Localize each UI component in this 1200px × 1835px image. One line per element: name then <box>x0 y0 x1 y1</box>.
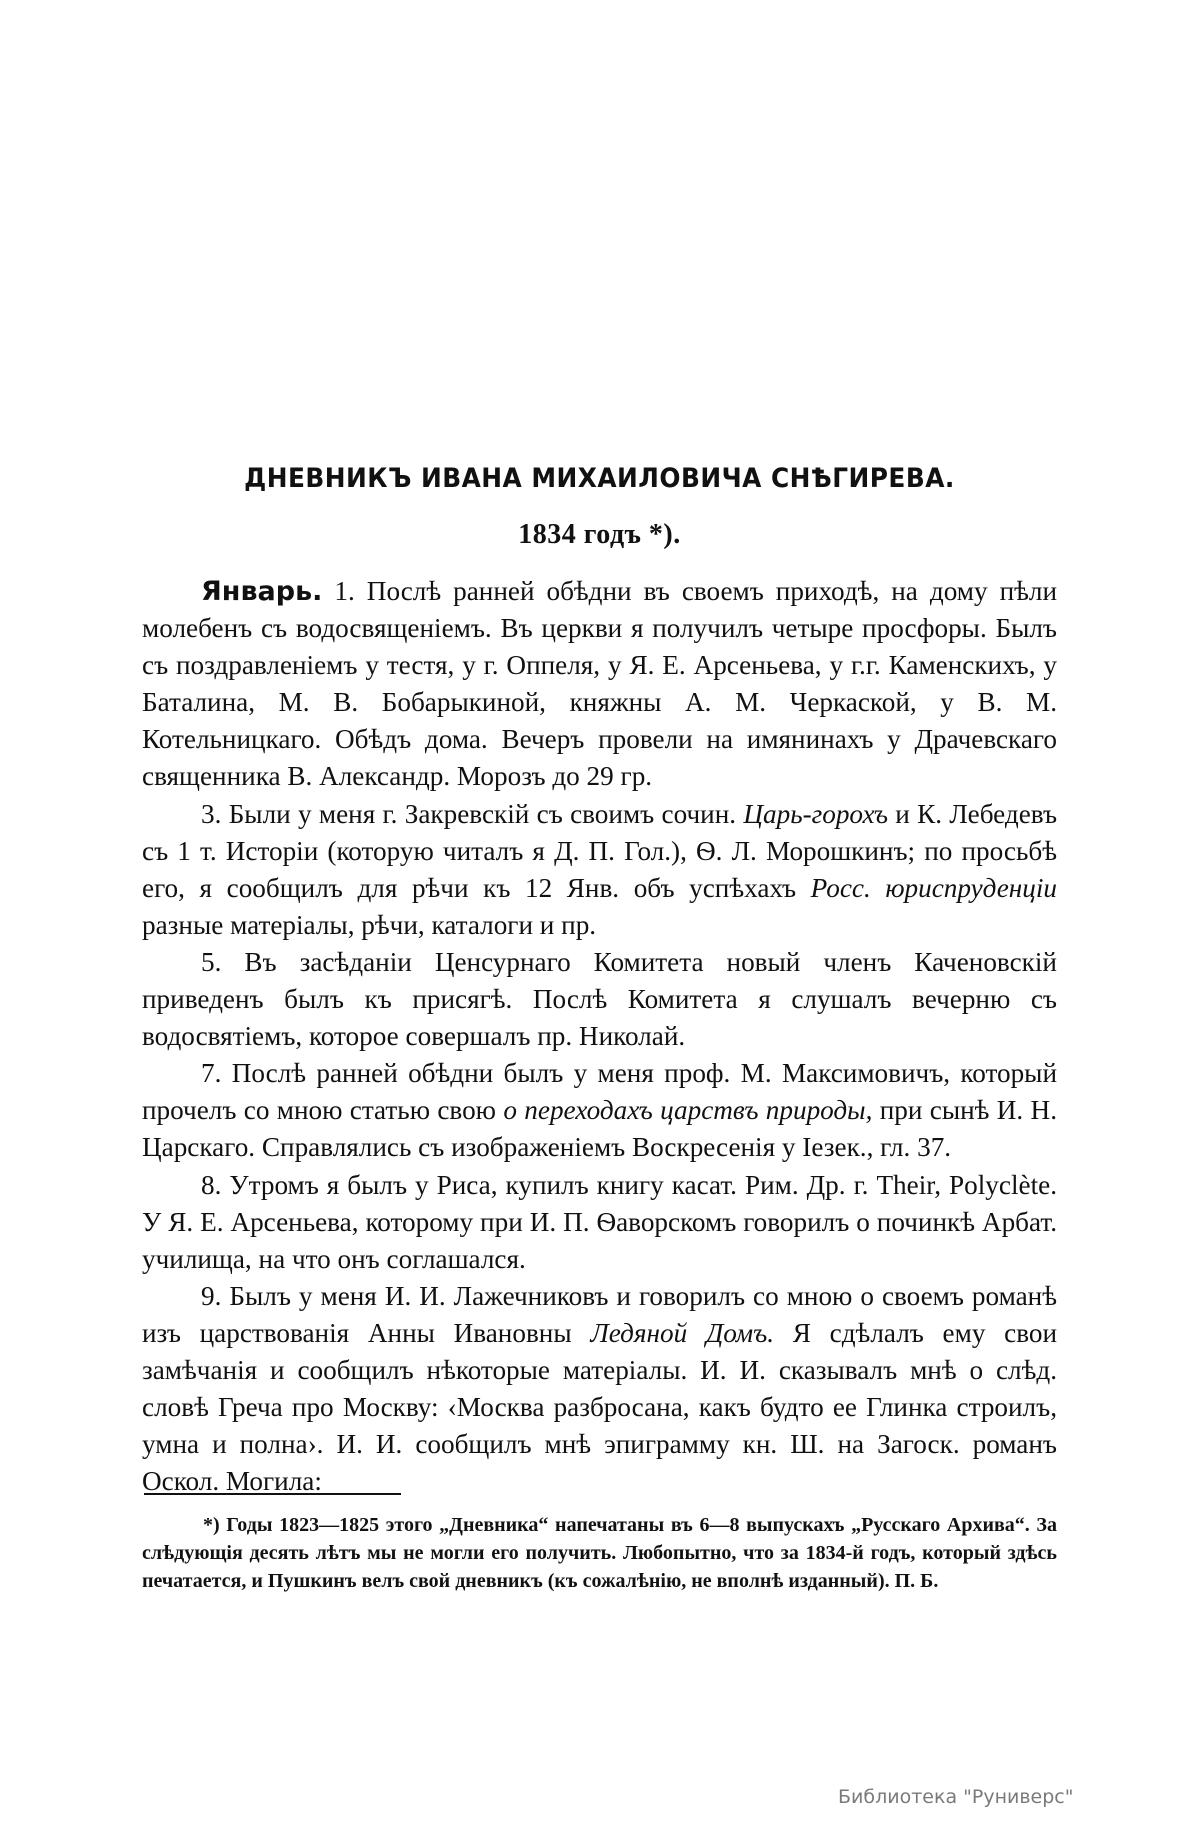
footnote: *) Годы 1823—1825 этого „Дневника“ напечатаны въ 6—8 выпускахъ „Русскаго Архива“. За слѣдующія десять лѣтъ мы не могли его получить. Любопытно, что за 1834-й годъ, который здѣсь печатается, и Пушкинъ велъ свой дневникъ (къ сожалѣнію, не вполнѣ изданный). П. Б. <box>142 1514 1057 1592</box>
document-title: ДНЕВНИКЪ ИВАНА МИХАИЛОВИЧА СНѢГИРЕВА. <box>244 463 955 494</box>
entry-january-5 <box>142 944 1057 1055</box>
entry-text: разные матеріалы, рѣчи, каталоги и пр. <box>142 909 597 940</box>
entry-italic-title: о переходахъ царствъ природы, <box>503 1095 873 1126</box>
entry-text: 5. Въ засѣданіи Ценсурнаго Комитета новый членъ Каченовскій приведенъ былъ къ присягѣ. Послѣ Комитета я слушалъ вечерню съ водосвятіемъ, которое совершалъ пр. Николай. <box>142 946 1057 1052</box>
entry-text: и К. Лебедевъ съ 1 т. Исторіи (которую читалъ я Д. П. Гол.), Ѳ. Л. Морошкинъ; по просьбѣ его, я сообщилъ для рѣчи къ 12 Янв. объ успѣхахъ <box>142 798 1057 903</box>
entry-january-7 <box>142 1055 1057 1166</box>
diary-body <box>142 573 1057 1500</box>
entry-text: 1. Послѣ ранней обѣдни въ своемъ приходѣ, на дому пѣли молебенъ съ водосвященіемъ. Въ церкви я получилъ четыре просфоры. Былъ съ поздравленіемъ у тестя, у г. Оппеля, у Я. Е. Арсеньева, у г.г. Каменскихъ, у Баталина, М. В. Бобарыкиной, княжны А. М. Черкаской, у В. М. Котельницкаго. Обѣдъ дома. Вечеръ провели на имянинахъ у Драчевскаго священника В. Александр. Морозъ до 29 гр. <box>142 576 1057 792</box>
entry-text: при сынѣ И. Н. Царскаго. Справлялись съ изображеніемъ Воскресенія у Іезек., гл. 37. <box>142 1095 1057 1163</box>
entry-text: 7. Послѣ ранней обѣдни былъ у меня проф. М. Максимовичъ, который прочелъ со мною статью свою <box>142 1058 1057 1126</box>
entry-text: 9. Былъ у меня И. И. Лажечниковъ и говорилъ со мною о своемъ романѣ изъ царствованія Анны Ивановны <box>142 1280 1057 1348</box>
entry-text: 3. Были у меня г. Закревскій съ своимъ сочин. <box>201 798 744 829</box>
entry-italic-title: Росс. юриспруденціи <box>810 872 1057 903</box>
entry-text: 8. Утромъ я былъ у Риса, купилъ книгу касат. Рим. Др. г. Their, Polyclète. У Я. Е. Арсеньева, которому при И. П. Ѳаворскомъ говорилъ о починкѣ Арбат. училища, на что онъ соглашался. <box>142 1169 1057 1274</box>
library-watermark: Библиотека "Руниверс" <box>838 1786 1074 1808</box>
document-subtitle: 1834 годъ *). <box>518 519 681 550</box>
footnote-divider <box>144 1493 401 1495</box>
entry-italic-title: Ледяной Домъ. <box>590 1317 775 1348</box>
entry-italic-title: Царь-горохъ <box>743 798 888 829</box>
month-heading: Январь. <box>201 576 323 607</box>
entry-january-9 <box>142 1278 1057 1501</box>
entry-january-1 <box>142 573 1057 796</box>
entry-january-3 <box>142 796 1057 944</box>
entry-text: Я сдѣлалъ ему свои замѣчанія и сообщилъ нѣкоторые матеріалы. И. И. сказывалъ мнѣ о слѣд. словѣ Греча про Москву: ‹Москва разбросана, какъ будто ее Глинка строилъ, умна и полна›. И. И. сообщилъ мнѣ эпиграмму кн. Ш. на Загоск. романъ Оскол. Могила: <box>142 1317 1058 1497</box>
entry-january-8 <box>142 1167 1057 1278</box>
